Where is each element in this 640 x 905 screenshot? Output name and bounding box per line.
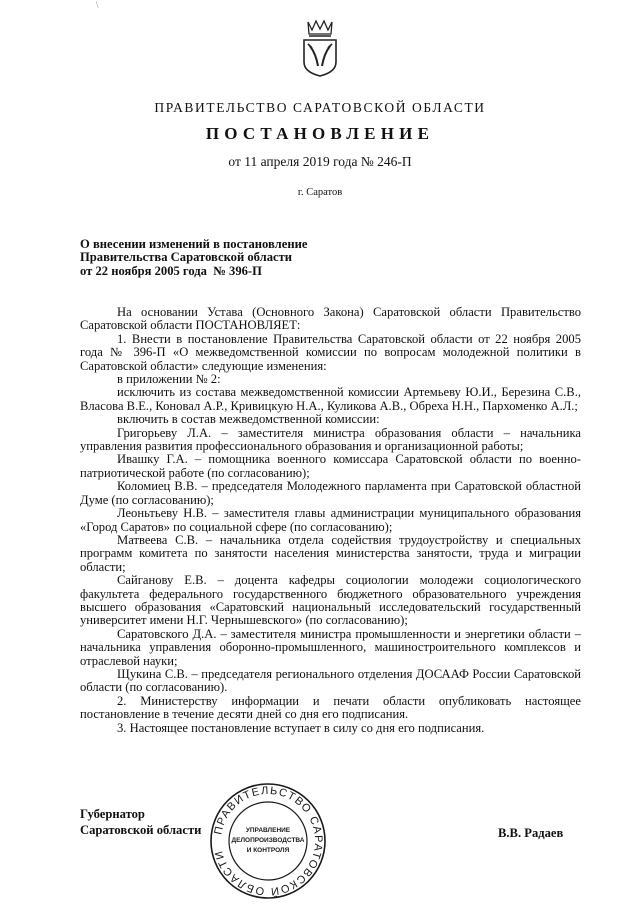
body-paragraph: исключить из состава межведомственной комиссии Артемьеву Ю.И., Березина С.В., Власова В.Е., Коновал А.Р., Кривицкую Н.А., Куликова А.В., Обреха Н.Н., Пархоменко А.Л.; xyxy=(80,385,581,413)
body-paragraph: Ивашку Г.А. – помощника военного комиссара Саратовской области по военно-патриотической работе (по согласованию); xyxy=(80,452,581,480)
document-date: от 11 апреля 2019 года № 246-П xyxy=(228,154,412,169)
corner-mark: \ xyxy=(96,0,99,10)
body-paragraph: 1. Внести в постановление Правительства Саратовской области от 22 ноября 2005 года № 396-П «О межведомственной комиссии по вопросам молодежной политики в Саратовской области» следующие изменения: xyxy=(80,331,581,373)
body-paragraph: Саратовского Д.А. – заместителя министра промышленности и энергетики области – начальника управления оборонно-промышленного, машиностроительного комплексов и отраслевой науки; xyxy=(80,626,581,668)
body-paragraph: Щукина С.В. – председателя регионального отделения ДОСААФ России Саратовской области (по согласованию). xyxy=(80,666,581,695)
government-name: ПРАВИТЕЛЬСТВО САРАТОВСКОЙ ОБЛАСТИ xyxy=(154,100,486,115)
subject-line: О внесении изменений в постановление xyxy=(80,237,308,251)
signature-position-line: Саратовской области xyxy=(80,823,202,837)
document-city: г. Саратов xyxy=(297,187,343,198)
body-paragraph: Матвеева С.В. – начальника отдела содействия трудоустройству и специальных программ комитета по занятости населения министерства занятости, труда и миграции области; xyxy=(80,532,581,574)
body-paragraph: Григорьеву Л.А. – заместителя министра образования области – начальника управления развития профессионального образования и организационной работы; xyxy=(80,425,581,454)
subject-line: Правительства Саратовской области xyxy=(80,250,293,265)
document-subject xyxy=(80,238,307,278)
body-paragraph: Сайганову Е.В. – доцента кафедры социологии молодежи социологического факультета федерального государственного бюджетного образовательного учреждения высшего образования «Саратовский национальный исследовательский государственный университет имени Н.Г. Чернышевского» (по согласованию); xyxy=(80,573,581,628)
body-paragraph: На основании Устава (Основного Закона) Саратовской области Правительство Саратовской области ПОСТАНОВЛЯЕТ: xyxy=(80,305,581,333)
signer-name: В.В. Радаев xyxy=(498,826,564,840)
body-paragraph: 3. Настоящее постановление вступает в силу со дня его подписания. xyxy=(117,720,485,735)
document-body xyxy=(80,306,581,735)
subject-line: от 22 ноября 2005 года № 396-П xyxy=(80,263,262,278)
stamp-inner-line: И КОНТРОЛЯ xyxy=(246,847,290,854)
coat-of-arms-icon xyxy=(296,18,344,78)
official-stamp xyxy=(208,782,328,900)
body-paragraph: в приложении № 2: xyxy=(117,372,221,387)
body-paragraph: Леоньтьеву Н.В. – заместителя главы администрации муниципального образования «Город Саратов» по социальной сфере (по согласованию); xyxy=(80,506,581,534)
document-type: ПОСТАНОВЛЕНИЕ xyxy=(205,124,435,143)
body-paragraph: Коломиец В.В. – председателя Молодежного парламента при Саратовской областной Думе (по согласованию); xyxy=(80,479,581,507)
signature-position-line: Губернатор xyxy=(80,807,145,821)
body-paragraph: 2. Министерству информации и печати области опубликовать настоящее постановление в течение десяти дней со дня его подписания. xyxy=(80,693,581,722)
stamp-inner-line: УПРАВЛЕНИЕ xyxy=(245,827,291,834)
stamp-inner-line: ДЕЛОПРОИЗВОДСТВА xyxy=(231,837,305,844)
stamp-outer-text: ПРАВИТЕЛЬСТВО САРАТОВСКОЙ ОБЛАСТИ xyxy=(212,784,325,898)
body-paragraph: включить в состав межведомственной комиссии: xyxy=(117,412,380,427)
signature-position xyxy=(80,806,201,838)
